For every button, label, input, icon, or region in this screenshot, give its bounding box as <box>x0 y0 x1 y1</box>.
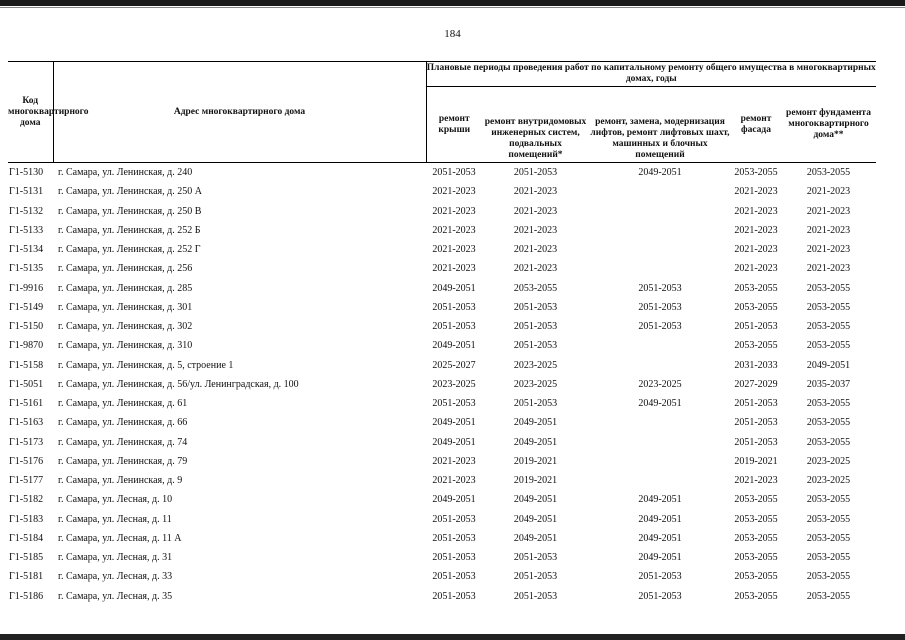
cell-facade: 2053-2055 <box>734 494 778 506</box>
cell-code: Г1-5173 <box>9 436 44 448</box>
header-elevators: ремонт, замена, модернизация лифтов, ремонт лифтовых шахт, машинных и блочных помещений <box>590 117 730 160</box>
cell-foundation: 2053-2055 <box>806 571 851 583</box>
cell-foundation: 2053-2055 <box>806 321 851 333</box>
table-row <box>8 163 876 183</box>
cell-facade: 2053-2055 <box>731 163 781 183</box>
cell-foundation: 2053-2055 <box>806 301 851 313</box>
bottom-border-line <box>0 634 905 640</box>
cell-address: г. Самара, ул. Ленинская, д. 61 <box>58 398 188 410</box>
cell-foundation: 2053-2055 <box>806 494 851 506</box>
cell-code: Г1-5186 <box>9 590 44 602</box>
cell-elevators <box>589 182 731 201</box>
cell-foundation: 2021-2023 <box>806 244 851 256</box>
cell-address: г. Самара, ул. Лесная, д. 11 <box>58 513 172 525</box>
cell-roof: 2023-2025 <box>432 378 476 390</box>
cell-engineering: 2051-2053 <box>482 163 589 183</box>
cell-facade: 2021-2023 <box>734 205 778 217</box>
cell-elevators: 2051-2053 <box>638 590 682 602</box>
cell-roof: 2049-2051 <box>432 494 476 506</box>
cell-engineering: 2049-2051 <box>513 532 558 544</box>
cell-foundation: 2053-2055 <box>781 163 876 183</box>
header-engineering: ремонт внутридомовых инженерных систем, подвальных помещений* <box>484 117 587 160</box>
cell-code: Г1-5185 <box>9 552 44 564</box>
cell-elevators <box>589 221 731 240</box>
cell-engineering: 2023-2025 <box>513 378 558 390</box>
cell-engineering: 2019-2021 <box>513 455 558 467</box>
cell-address: г. Самара, ул. Ленинская, д. 302 <box>58 321 193 333</box>
cell-roof: 2049-2051 <box>432 340 476 352</box>
cell-address: г. Самара, ул. Ленинская, д. 240 <box>53 163 426 183</box>
cell-engineering: 2051-2053 <box>513 398 558 410</box>
cell-engineering: 2021-2023 <box>513 186 558 198</box>
cell-code: Г1-5182 <box>9 494 44 506</box>
cell-elevators <box>589 452 731 471</box>
table-row <box>8 298 876 317</box>
cell-address: г. Самара, ул. Ленинская, д. 252 Б <box>58 224 201 236</box>
cell-elevators: 2051-2053 <box>638 321 682 333</box>
top-border-thin-line <box>0 7 905 8</box>
cell-foundation: 2021-2023 <box>806 224 851 236</box>
cell-code: Г1-5131 <box>9 186 44 198</box>
page-number: 184 <box>444 28 461 40</box>
cell-engineering: 2021-2023 <box>513 224 558 236</box>
cell-engineering: 2019-2021 <box>513 475 558 487</box>
cell-roof: 2051-2053 <box>432 398 476 410</box>
cell-engineering: 2051-2053 <box>513 301 558 313</box>
cell-facade: 2053-2055 <box>734 571 778 583</box>
cell-elevators: 2051-2053 <box>638 571 682 583</box>
cell-code: Г1-5163 <box>9 417 44 429</box>
cell-roof: 2021-2023 <box>432 263 476 275</box>
cell-foundation: 2053-2055 <box>806 532 851 544</box>
cell-address: г. Самара, ул. Ленинская, д. 310 <box>58 340 193 352</box>
cell-roof: 2025-2027 <box>432 359 476 371</box>
cell-foundation: 2053-2055 <box>806 436 851 448</box>
cell-roof: 2049-2051 <box>432 282 476 294</box>
cell-engineering: 2051-2053 <box>513 552 558 564</box>
cell-facade: 2053-2055 <box>734 532 778 544</box>
cell-facade: 2053-2055 <box>734 340 778 352</box>
cell-address: г. Самара, ул. Ленинская, д. 252 Г <box>58 244 201 256</box>
table-row <box>8 452 876 471</box>
cell-foundation: 2021-2023 <box>806 205 851 217</box>
cell-engineering: 2053-2055 <box>513 282 558 294</box>
table-row <box>8 259 876 278</box>
cell-elevators: 2049-2051 <box>638 398 682 410</box>
cell-foundation: 2023-2025 <box>806 475 851 487</box>
table-row <box>8 490 876 509</box>
cell-address: г. Самара, ул. Ленинская, д. 301 <box>58 301 193 313</box>
cell-elevators <box>589 413 731 432</box>
cell-roof: 2051-2053 <box>426 163 482 183</box>
cell-foundation: 2021-2023 <box>806 263 851 275</box>
cell-address: г. Самара, ул. Ленинская, д. 250 А <box>58 186 202 198</box>
cell-code: Г1-5149 <box>9 301 44 313</box>
cell-code: Г1-9870 <box>9 340 44 352</box>
table-row <box>8 336 876 355</box>
cell-elevators <box>589 356 731 375</box>
cell-address: г. Самара, ул. Лесная, д. 10 <box>58 494 173 506</box>
table-row <box>8 394 876 413</box>
header-planned-periods: Плановые периоды проведения работ по капитальному ремонту общего имущества в многоквартирных домах, годы <box>426 62 876 87</box>
top-border-line <box>0 0 905 6</box>
cell-facade: 2021-2023 <box>734 224 778 236</box>
cell-roof: 2051-2053 <box>432 571 476 583</box>
cell-roof: 2051-2053 <box>432 513 476 525</box>
table-row <box>8 567 876 586</box>
cell-roof: 2051-2053 <box>432 552 476 564</box>
cell-roof: 2051-2053 <box>432 590 476 602</box>
cell-engineering: 2051-2053 <box>513 321 558 333</box>
table-row <box>8 202 876 221</box>
cell-address: г. Самара, ул. Лесная, д. 33 <box>58 571 173 583</box>
cell-address: г. Самара, ул. Ленинская, д. 74 <box>58 436 188 448</box>
table-row <box>8 471 876 490</box>
table-row <box>8 182 876 201</box>
cell-roof: 2051-2053 <box>432 321 476 333</box>
cell-facade: 2021-2023 <box>734 186 778 198</box>
cell-address: г. Самара, ул. Лесная, д. 35 <box>58 590 173 602</box>
cell-foundation: 2053-2055 <box>806 513 851 525</box>
cell-facade: 2051-2053 <box>734 321 778 333</box>
cell-code: Г1-5135 <box>9 263 44 275</box>
cell-roof: 2051-2053 <box>432 532 476 544</box>
table-row <box>8 240 876 259</box>
cell-facade: 2051-2053 <box>734 398 778 410</box>
table-row <box>8 279 876 298</box>
cell-code: Г1-5130 <box>8 163 53 183</box>
cell-elevators <box>589 202 731 221</box>
table-body <box>8 163 876 606</box>
cell-code: Г1-9916 <box>9 282 44 294</box>
cell-address: г. Самара, ул. Ленинская, д. 66 <box>58 417 188 429</box>
table-row <box>8 548 876 567</box>
table-row <box>8 433 876 452</box>
cell-address: г. Самара, ул. Ленинская, д. 285 <box>58 282 193 294</box>
cell-facade: 2051-2053 <box>734 436 778 448</box>
cell-address: г. Самара, ул. Ленинская, д. 5, строение 1 <box>58 359 234 371</box>
table-row <box>8 587 876 606</box>
cell-roof: 2021-2023 <box>432 244 476 256</box>
cell-engineering: 2049-2051 <box>513 513 558 525</box>
cell-code: Г1-5051 <box>9 378 44 390</box>
cell-code: Г1-5134 <box>9 244 44 256</box>
cell-elevators <box>589 471 731 490</box>
cell-address: г. Самара, ул. Лесная, д. 11 А <box>58 532 182 544</box>
cell-facade: 2021-2023 <box>734 475 778 487</box>
cell-facade: 2053-2055 <box>734 552 778 564</box>
cell-facade: 2053-2055 <box>734 513 778 525</box>
cell-foundation: 2021-2023 <box>806 186 851 198</box>
cell-foundation: 2053-2055 <box>806 417 851 429</box>
cell-elevators <box>589 433 731 452</box>
cell-code: Г1-5183 <box>9 513 44 525</box>
table-row <box>8 510 876 529</box>
cell-facade: 2027-2029 <box>734 378 778 390</box>
header-code: Код многоквартирного дома <box>8 62 53 163</box>
cell-engineering: 2021-2023 <box>513 244 558 256</box>
cell-facade: 2021-2023 <box>734 244 778 256</box>
cell-code: Г1-5177 <box>9 475 44 487</box>
cell-foundation: 2053-2055 <box>806 282 851 294</box>
header-foundation: ремонт фундамента многоквартирного дома** <box>786 108 871 140</box>
cell-engineering: 2021-2023 <box>513 263 558 275</box>
cell-elevators: 2049-2051 <box>638 532 682 544</box>
header-address: Адрес многоквартирного дома <box>53 62 426 163</box>
cell-elevators: 2051-2053 <box>638 282 682 294</box>
cell-facade: 2051-2053 <box>734 417 778 429</box>
cell-foundation: 2049-2051 <box>806 359 851 371</box>
table-row <box>8 413 876 432</box>
cell-roof: 2021-2023 <box>432 186 476 198</box>
cell-engineering: 2051-2053 <box>513 340 558 352</box>
table-row <box>8 375 876 394</box>
cell-address: г. Самара, ул. Ленинская, д. 256 <box>58 263 193 275</box>
cell-elevators: 2049-2051 <box>638 552 682 564</box>
cell-foundation: 2023-2025 <box>806 455 851 467</box>
cell-address: г. Самара, ул. Ленинская, д. 56/ул. Ленинградская, д. 100 <box>58 378 299 390</box>
cell-address: г. Самара, ул. Лесная, д. 31 <box>58 552 173 564</box>
cell-code: Г1-5133 <box>9 224 44 236</box>
cell-elevators: 2051-2053 <box>638 301 682 313</box>
cell-elevators: 2049-2051 <box>638 513 682 525</box>
table-row <box>8 317 876 336</box>
cell-roof: 2021-2023 <box>432 475 476 487</box>
cell-foundation: 2053-2055 <box>806 552 851 564</box>
cell-engineering: 2023-2025 <box>513 359 558 371</box>
cell-engineering: 2051-2053 <box>513 590 558 602</box>
cell-address: г. Самара, ул. Ленинская, д. 79 <box>58 455 188 467</box>
cell-address: г. Самара, ул. Ленинская, д. 250 В <box>58 205 202 217</box>
cell-facade: 2053-2055 <box>734 301 778 313</box>
cell-facade: 2021-2023 <box>734 263 778 275</box>
cell-engineering: 2049-2051 <box>513 436 558 448</box>
cell-facade: 2031-2033 <box>734 359 778 371</box>
cell-roof: 2051-2053 <box>432 301 476 313</box>
header-roof: ремонт крыши <box>426 87 482 163</box>
cell-roof: 2021-2023 <box>432 224 476 236</box>
cell-foundation: 2053-2055 <box>806 398 851 410</box>
cell-facade: 2053-2055 <box>734 282 778 294</box>
cell-elevators: 2023-2025 <box>638 378 682 390</box>
cell-address: г. Самара, ул. Ленинская, д. 9 <box>58 475 183 487</box>
cell-code: Г1-5150 <box>9 321 44 333</box>
header-facade: ремонт фасада <box>740 113 772 135</box>
cell-roof: 2021-2023 <box>432 455 476 467</box>
cell-elevators <box>589 336 731 355</box>
cell-code: Г1-5181 <box>9 571 44 583</box>
cell-engineering: 2021-2023 <box>513 205 558 217</box>
cell-engineering: 2049-2051 <box>513 417 558 429</box>
cell-roof: 2049-2051 <box>432 417 476 429</box>
cell-facade: 2053-2055 <box>734 590 778 602</box>
cell-engineering: 2051-2053 <box>513 571 558 583</box>
cell-elevators <box>589 259 731 278</box>
cell-engineering: 2049-2051 <box>513 494 558 506</box>
table-row <box>8 221 876 240</box>
table-row <box>8 529 876 548</box>
table-row <box>8 356 876 375</box>
cell-foundation: 2053-2055 <box>806 590 851 602</box>
cell-elevators: 2049-2051 <box>589 163 731 183</box>
cell-code: Г1-5158 <box>9 359 44 371</box>
cell-code: Г1-5176 <box>9 455 44 467</box>
cell-foundation: 2035-2037 <box>806 378 851 390</box>
cell-facade: 2019-2021 <box>734 455 778 467</box>
cell-roof: 2049-2051 <box>432 436 476 448</box>
cell-elevators: 2049-2051 <box>638 494 682 506</box>
repair-schedule-table <box>8 61 876 606</box>
cell-code: Г1-5184 <box>9 532 44 544</box>
cell-code: Г1-5132 <box>9 205 44 217</box>
cell-foundation: 2053-2055 <box>806 340 851 352</box>
cell-roof: 2021-2023 <box>432 205 476 217</box>
cell-elevators <box>589 240 731 259</box>
cell-code: Г1-5161 <box>9 398 44 410</box>
table-header <box>8 62 876 163</box>
